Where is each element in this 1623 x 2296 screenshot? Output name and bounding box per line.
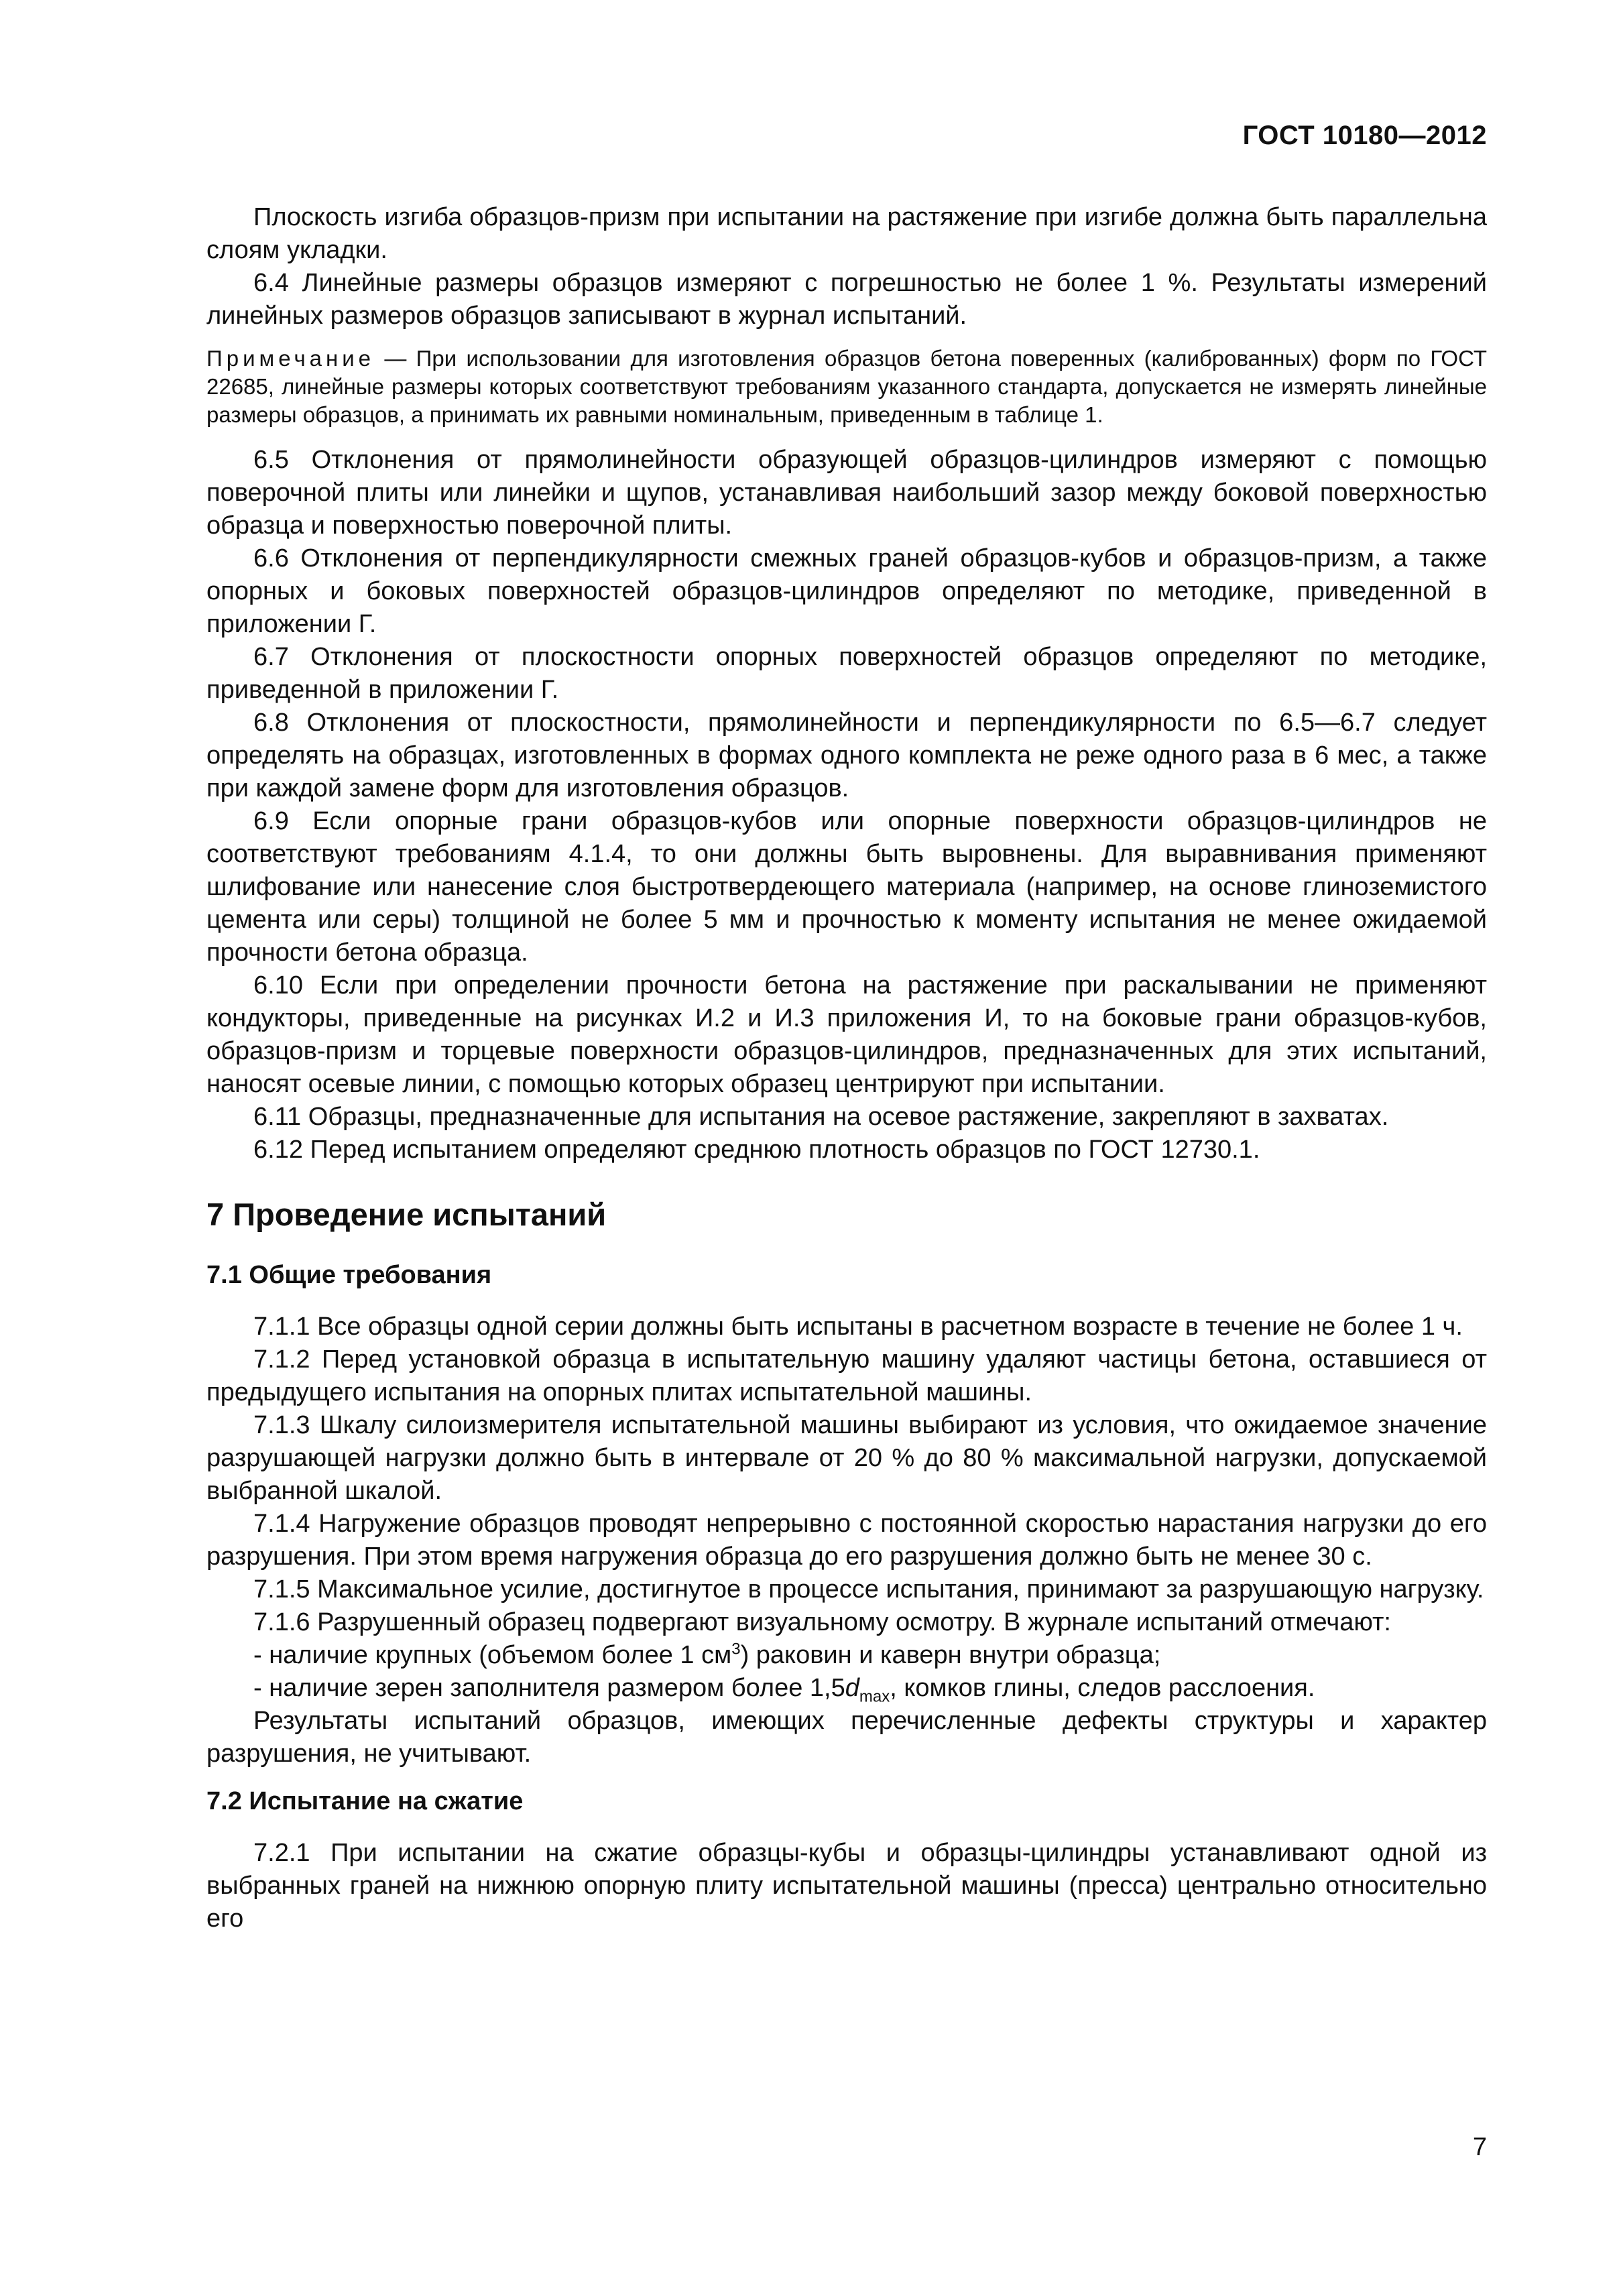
note-block bbox=[206, 345, 1487, 429]
paragraph-6-5: 6.5 Отклонения от прямолинейности образующей образцов-цилиндров измеряют с помощью поверочной плиты или линейки и щупов, устанавливая наибольший зазор между боковой поверхностью образца и поверхностью поверочной плиты. bbox=[206, 446, 1487, 540]
list-item-aggregate-text-a: - наличие зерен заполнителя размером более 1,5 bbox=[253, 1674, 845, 1702]
paragraph-7-1-6: 7.1.6 Разрушенный образец подвергают визуальному осмотру. В журнале испытаний отмечают: bbox=[253, 1608, 1391, 1636]
paragraph-6-11: 6.11 Образцы, предназначенные для испытания на осевое растяжение, закрепляют в захватах. bbox=[253, 1103, 1389, 1131]
subsection-heading-7-1: 7.1 Общие требования bbox=[206, 1261, 492, 1289]
list-item-aggregate bbox=[206, 1672, 1487, 1705]
section-heading-7: 7 Проведение испытаний bbox=[206, 1197, 607, 1232]
document-body bbox=[206, 201, 1487, 1935]
paragraph-6-4: 6.4 Линейные размеры образцов измеряют с погрешностью не более 1 %. Результаты измерений линейных размеров образцов записывают в журнал испытаний. bbox=[206, 269, 1487, 330]
subscript-max: max bbox=[859, 1687, 890, 1706]
list-item-cavities bbox=[206, 1639, 1487, 1672]
paragraph-6-7: 6.7 Отклонения от плоскостности опорных поверхностей образцов определяют по методике, приведенной в приложении Г. bbox=[206, 643, 1487, 704]
paragraph-7-1-5: 7.1.5 Максимальное усилие, достигнутое в процессе испытания, принимают за разрушающую нагрузку. bbox=[253, 1575, 1484, 1604]
paragraph-results: Результаты испытаний образцов, имеющих перечисленные дефекты структуры и характер разрушения, не учитывают. bbox=[206, 1707, 1487, 1768]
paragraph: Плоскость изгиба образцов-призм при испытании на растяжение при изгибе должна быть параллельна слоям укладки. bbox=[206, 203, 1487, 264]
list-item-aggregate-text-b: , комков глины, следов расслоения. bbox=[890, 1674, 1315, 1702]
paragraph-6-8: 6.8 Отклонения от плоскостности, прямолинейности и перпендикулярности по 6.5—6.7 следует определять на образцах, изготовленных в формах одного комплекта не реже одного раза в 6 мес, а также при каждой замене форм для изготовления образцов. bbox=[206, 709, 1487, 802]
subsection-heading-7-2: 7.2 Испытание на сжатие bbox=[206, 1787, 524, 1815]
list-item-cavities-text-a: - наличие крупных (объемом более 1 см bbox=[253, 1641, 732, 1669]
paragraph-7-1-1: 7.1.1 Все образцы одной серии должны быть испытаны в расчетном возрасте в течение не более 1 ч. bbox=[253, 1313, 1463, 1341]
paragraph-6-9: 6.9 Если опорные грани образцов-кубов или опорные поверхности образцов-цилиндров не соответствуют требованиям 4.1.4, то они должны быть выровнены. Для выравнивания применяют шлифование или нанесение слоя быстротвердеющего материала (например, на основе глиноземистого цемента или серы) толщиной не более 5 мм и прочностью к моменту испытания не менее ожидаемой прочности бетона образца. bbox=[206, 807, 1487, 967]
note-label: Примечание bbox=[206, 346, 375, 371]
note-text: — При использовании для изготовления образцов бетона поверенных (калиброванных) форм по ГОСТ 22685, линейные размеры которых соответствуют требованиям указанного стандарта, допускается не измерять линейные размеры образцов, а принимать их равными номинальным, приведенным в таблице 1. bbox=[206, 346, 1487, 427]
paragraph-7-1-3: 7.1.3 Шкалу силоизмерителя испытательной машины выбирают из условия, что ожидаемое значение разрушающей нагрузки должно быть в интервале от 20 % до 80 % максимальной нагрузки, допускаемой выбранной шкалой. bbox=[206, 1411, 1487, 1505]
paragraph-7-1-4: 7.1.4 Нагружение образцов проводят непрерывно с постоянной скоростью нарастания нагрузки до его разрушения. При этом время нагружения образца до его разрушения должно быть не менее 30 с. bbox=[206, 1510, 1487, 1571]
paragraph-6-6: 6.6 Отклонения от перпендикулярности смежных граней образцов-кубов и образцов-призм, а также опорных и боковых поверхностей образцов-цилиндров определяют по методике, приведенной в приложении Г. bbox=[206, 544, 1487, 638]
paragraph-7-2-1: 7.2.1 При испытании на сжатие образцы-кубы и образцы-цилиндры устанавливают одной из выбранных граней на нижнюю опорную плиту испытательной машины (пресса) центрально относительно его bbox=[206, 1839, 1487, 1933]
document-code-header: ГОСТ 10180—2012 bbox=[1242, 121, 1487, 150]
page-number: 7 bbox=[1472, 2133, 1487, 2161]
paragraph-7-1-2: 7.1.2 Перед установкой образца в испытательную машину удаляют частицы бетона, оставшиеся от предыдущего испытания на опорных плитах испытательной машины. bbox=[206, 1345, 1487, 1406]
paragraph-6-12: 6.12 Перед испытанием определяют среднюю плотность образцов по ГОСТ 12730.1. bbox=[253, 1136, 1260, 1164]
superscript-cube: 3 bbox=[731, 1640, 741, 1658]
list-item-cavities-text-b: ) раковин и каверн внутри образца; bbox=[740, 1641, 1161, 1669]
paragraph-6-10: 6.10 Если при определении прочности бетона на растяжение при раскалывании не применяют кондукторы, приведенные на рисунках И.2 и И.3 приложения И, то на боковые грани образцов-кубов, образцов-призм и торцевые поверхности образцов-цилиндров, предназначенных для этих испытаний, наносят осевые линии, с помощью которых образец центрируют при испытании. bbox=[206, 971, 1487, 1098]
symbol-d: d bbox=[845, 1674, 859, 1702]
